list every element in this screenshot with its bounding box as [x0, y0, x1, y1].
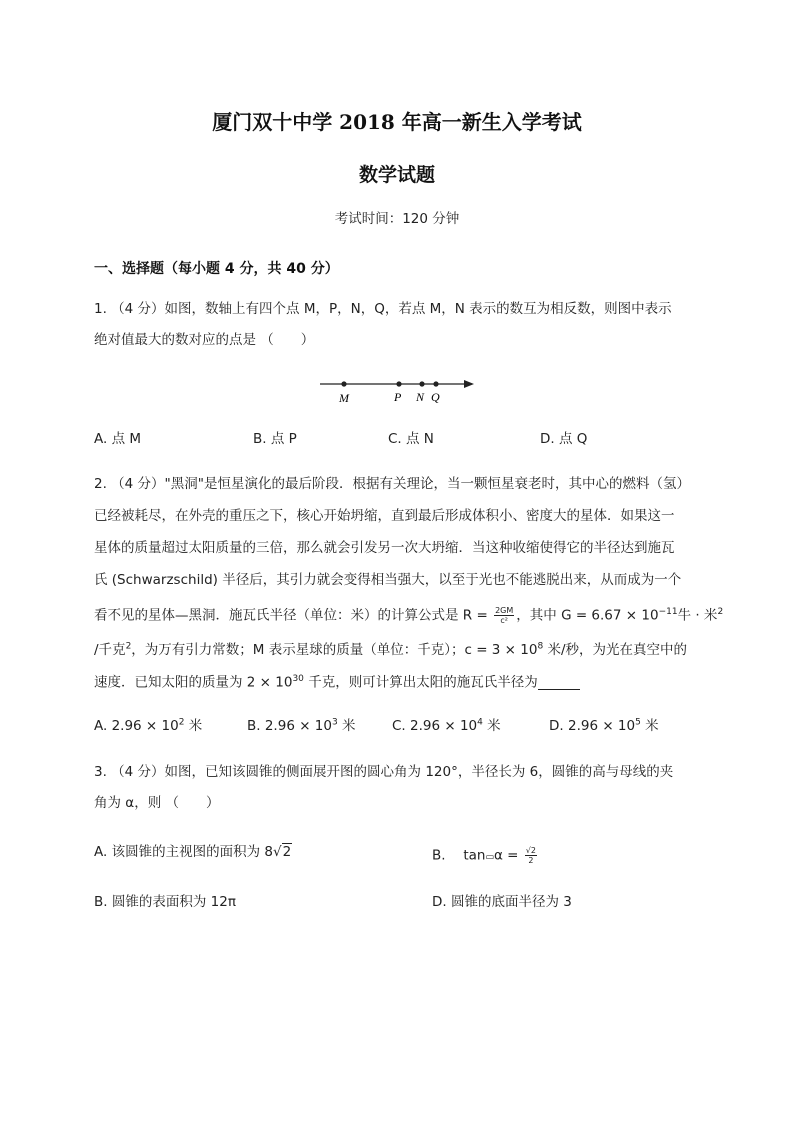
- q1-option-a: A. 点 M: [94, 431, 142, 447]
- exponent-kg: 2: [125, 641, 132, 652]
- tan-fraction: [525, 846, 537, 865]
- q3-option-a-text: A. 该圆锥的主视图的面积为 8: [94, 844, 273, 860]
- q2-option-c-unit: 米: [482, 718, 501, 734]
- q2-line-3: 星体的质量超过太阳质量的三倍，那么就会引发另一次大坍缩．当这种收缩使得它的半径达到施瓦: [94, 540, 675, 556]
- q2-line-5: [94, 606, 723, 625]
- label-q: Q: [431, 390, 440, 404]
- label-p: P: [394, 390, 402, 404]
- point-n: [419, 381, 424, 386]
- q2-option-b-exp: 3: [331, 717, 338, 728]
- q2-line-1: 2. （4 分）"黑洞"是恒星演化的最后阶段．根据有关理论，当一颗恒星衰老时，其中心的燃料（氢）: [94, 476, 690, 492]
- exponent-m: 2: [717, 607, 724, 617]
- q2-line-5-text: 看不见的星体—黑洞．施瓦氏半径（单位：米）的计算公式是 R =: [94, 607, 493, 624]
- q1-option-b: B. 点 P: [253, 431, 297, 447]
- q2-line-4: 氏 (Schwarzschild) 半径后，其引力就会变得相当强大，以至于光也不能逃脱出来，从而成为一个: [94, 572, 682, 588]
- q3-line-2: 角为 α，则 （ ）: [94, 795, 220, 811]
- q2-line-7-text: 速度．已知太阳的质量为 2 × 10: [94, 674, 293, 691]
- q2-option-b-base: B. 2.96 × 10: [247, 718, 332, 734]
- q3-option-d: D. 圆锥的底面半径为 3: [432, 894, 572, 910]
- q1-option-d: D. 点 Q: [540, 431, 588, 447]
- q2-option-c-base: C. 2.96 × 10: [392, 718, 478, 734]
- q2-line-5-unit: 牛 · 米: [677, 607, 718, 624]
- q2-option-c: [392, 717, 501, 734]
- q2-line-6: [94, 641, 688, 658]
- q3-option-a: [94, 846, 292, 860]
- q2-option-d-unit: 米: [640, 718, 659, 734]
- point-m: [341, 381, 346, 386]
- exam-time: 考试时间：120 分钟: [334, 211, 460, 227]
- section-heading: 一、选择题（每小题 4 分，共 40 分）: [94, 261, 339, 277]
- label-n: N: [416, 390, 425, 404]
- point-q: [433, 381, 438, 386]
- q2-option-d: [549, 717, 659, 734]
- q3-option-b-tan: [432, 846, 539, 865]
- q3-option-b-surface: B. 圆锥的表面积为 12π: [94, 894, 236, 910]
- number-line-figure: [310, 374, 490, 406]
- q2-line-6-text: ，为万有引力常数；M 表示星球的质量（单位：千克）；c = 3 × 10: [131, 642, 538, 658]
- sqrt-symbol: √2: [272, 844, 292, 860]
- q2-line-6-tail: 米/秒，为光在真空中的: [543, 642, 688, 658]
- q3-option-b-tan-text: B. tan: [432, 847, 486, 864]
- point-p: [396, 381, 401, 386]
- number-line-arrow: [464, 380, 474, 388]
- q2-line-7-tail: 千克，则可计算出太阳的施瓦氏半径为: [303, 674, 538, 691]
- fraction-denominator: c²: [500, 616, 508, 625]
- q1-line-1: 1. （4 分）如图，数轴上有四个点 M，P，N，Q，若点 M，N 表示的数互为相反数，则图中表示: [94, 301, 672, 317]
- tan-fraction-denominator: 2: [528, 856, 534, 865]
- q1-option-c: C. 点 N: [388, 431, 434, 447]
- q2-line-7: [94, 676, 580, 690]
- q2-option-b-unit: 米: [337, 718, 356, 734]
- exponent-sun: 30: [292, 674, 304, 684]
- label-m: M: [339, 391, 349, 405]
- q2-option-a-exp: 2: [178, 717, 185, 728]
- q2-option-d-base: D. 2.96 × 10: [549, 718, 636, 734]
- q1-line-2: 绝对值最大的数对应的点是 （ ）: [94, 332, 315, 348]
- q2-option-a-base: A. 2.96 × 10: [94, 718, 179, 734]
- q2-option-c-exp: 4: [477, 717, 483, 728]
- q2-option-b: [247, 717, 356, 734]
- sqrt-radicand: 2: [282, 844, 292, 860]
- q2-line-6-unit: /千克: [94, 642, 126, 658]
- exam-title: 厦门双十中学 2018 年高一新生入学考试: [212, 110, 582, 134]
- q3-option-b-tan-alpha: α =: [493, 847, 523, 864]
- q2-option-a-unit: 米: [184, 718, 203, 734]
- exam-subtitle: 数学试题: [358, 164, 435, 186]
- q2-line-2: 已经被耗尽，在外壳的重压之下，核心开始坍缩，直到最后形成体积小、密度大的星体．如果这一: [94, 508, 675, 524]
- missing-glyph-box: ▭: [485, 852, 494, 863]
- q2-option-a: [94, 717, 203, 734]
- exponent-g: −11: [658, 607, 678, 617]
- exponent-c: 8: [537, 641, 544, 652]
- schwarzschild-fraction: [494, 606, 514, 625]
- tan-fraction-numerator: √2: [525, 846, 536, 855]
- answer-blank: [538, 676, 580, 690]
- fraction-numerator: 2GM: [495, 606, 514, 615]
- q2-line-5-constant: ，其中 G = 6.67 × 10: [516, 607, 659, 624]
- q2-option-d-exp: 5: [635, 717, 641, 728]
- q3-line-1: 3. （4 分）如图，已知该圆锥的侧面展开图的圆心角为 120°，半径长为 6，圆锥的高与母线的夹: [94, 764, 674, 780]
